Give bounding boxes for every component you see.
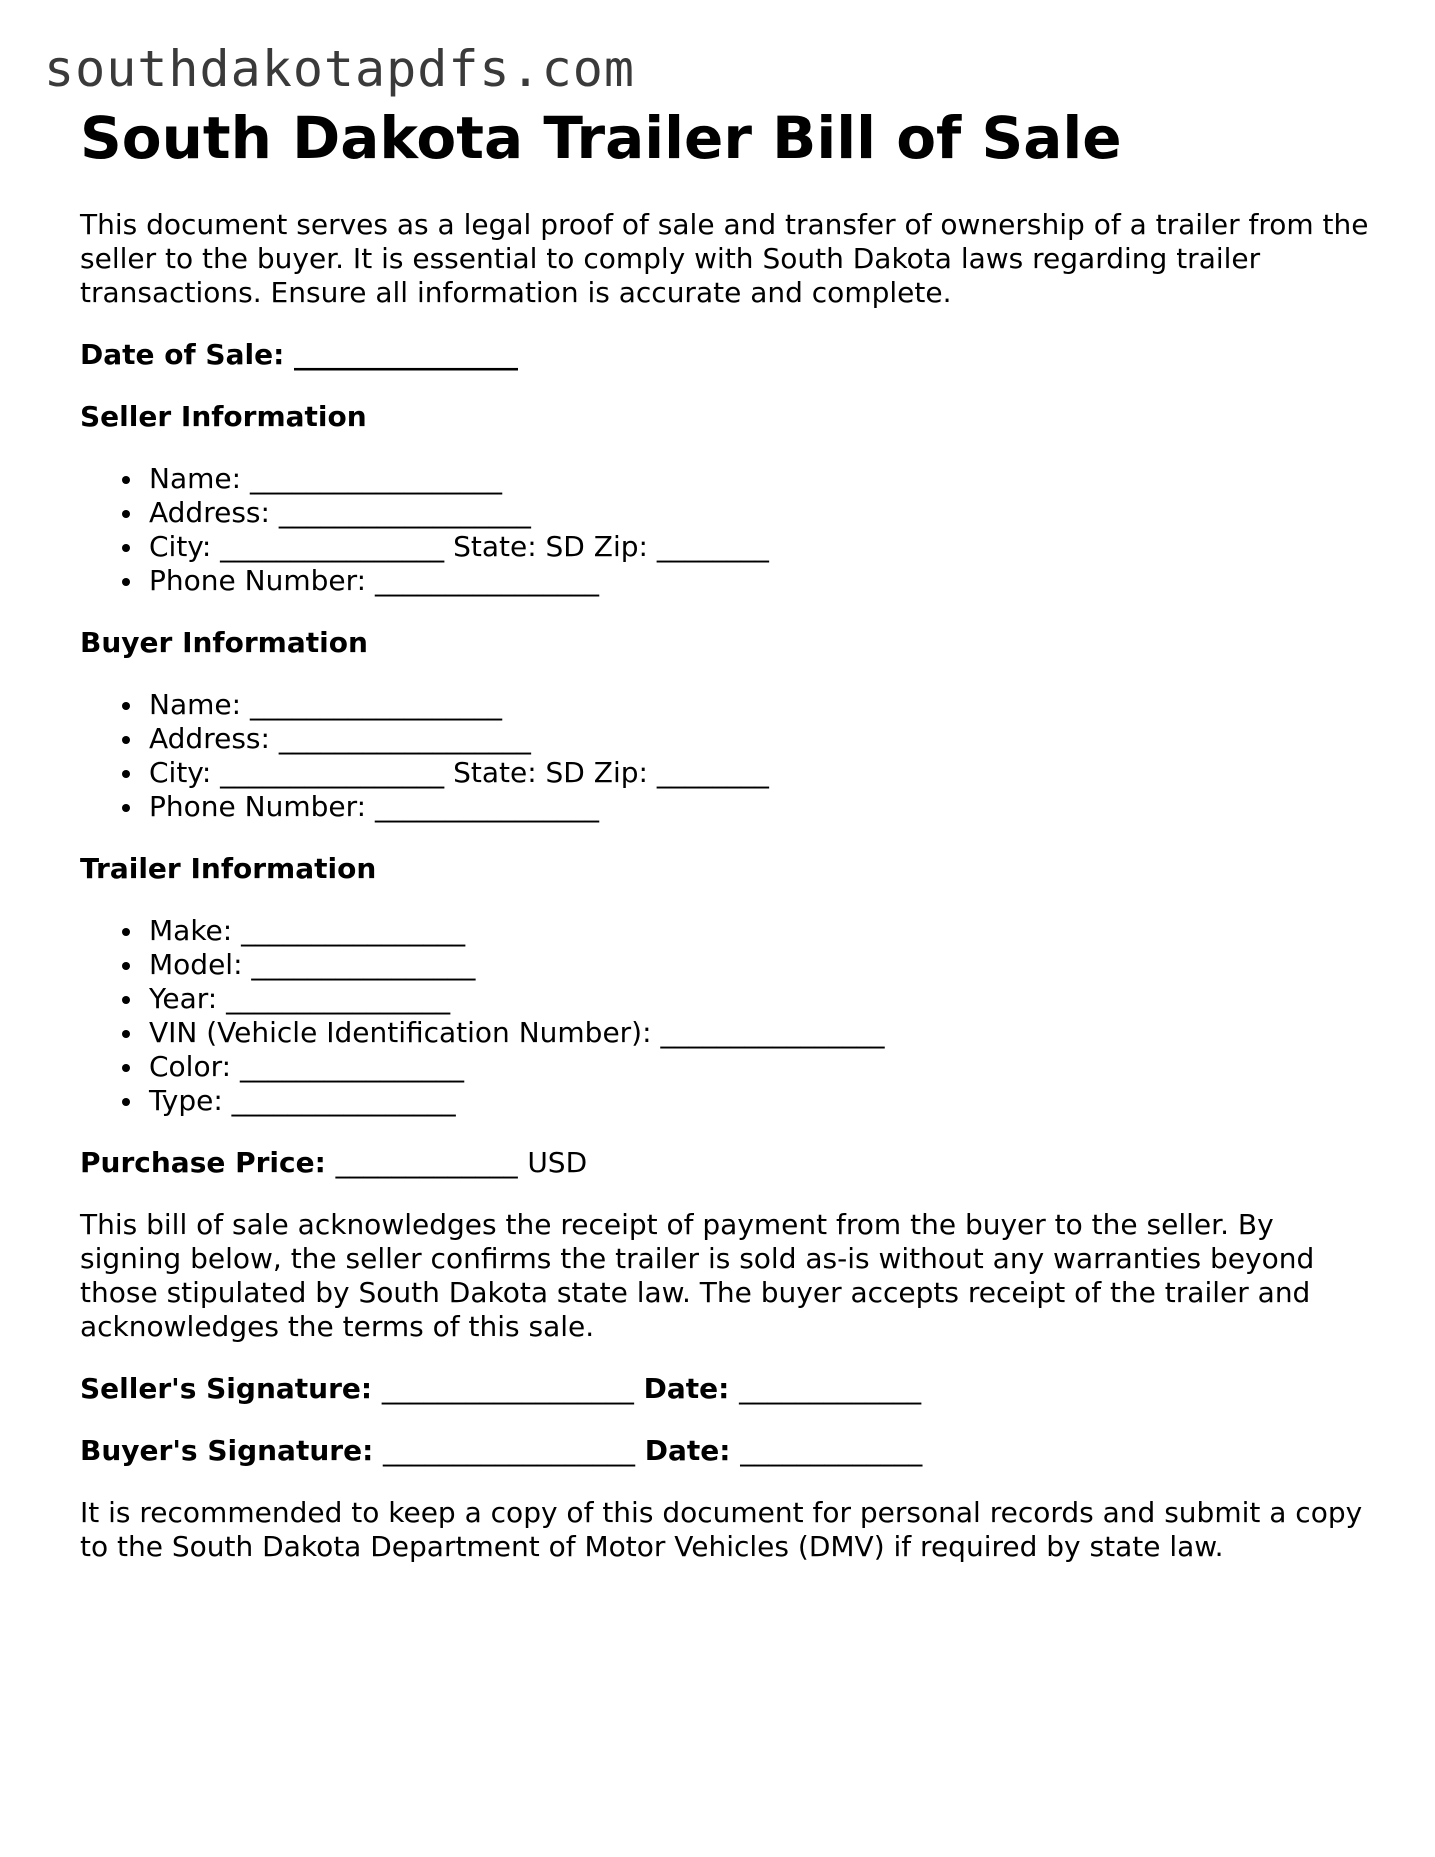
date-of-sale-blank[interactable]: ________________ <box>294 337 519 371</box>
trailer-make-field[interactable]: Make: ________________ <box>149 914 1370 948</box>
seller-phone-field[interactable]: Phone Number: ________________ <box>149 564 1370 598</box>
purchase-price-line <box>80 1146 1370 1180</box>
trailer-vin-field[interactable]: VIN (Vehicle Identification Number): ________________ <box>149 1016 1370 1050</box>
date-of-sale-line <box>80 338 1370 372</box>
seller-signature-date-label: Date: <box>643 1371 730 1405</box>
buyer-signature-label: Buyer's Signature: <box>80 1433 374 1467</box>
purchase-price-unit: USD <box>527 1145 588 1179</box>
trailer-info-list <box>80 914 1370 1118</box>
watermark: southdakotapdfs.com <box>44 40 635 98</box>
buyer-city-state-zip-field[interactable]: City: ________________ State: SD Zip: ________ <box>149 756 1370 790</box>
trailer-model-field[interactable]: Model: ________________ <box>149 948 1370 982</box>
seller-signature-line <box>80 1372 1370 1406</box>
buyer-signature-date-blank[interactable]: _____________ <box>740 1433 923 1467</box>
page-title: South Dakota Trailer Bill of Sale <box>80 104 1122 172</box>
seller-signature-blank[interactable]: __________________ <box>381 1371 634 1405</box>
buyer-phone-field[interactable]: Phone Number: ________________ <box>149 790 1370 824</box>
seller-address-field[interactable]: Address: __________________ <box>149 496 1370 530</box>
seller-signature-date-blank[interactable]: _____________ <box>739 1371 922 1405</box>
buyer-address-field[interactable]: Address: __________________ <box>149 722 1370 756</box>
date-of-sale-label: Date of Sale: <box>80 337 285 371</box>
buyer-signature-blank[interactable]: __________________ <box>383 1433 636 1467</box>
document-page <box>80 104 1370 1564</box>
buyer-name-field[interactable]: Name: __________________ <box>149 688 1370 722</box>
acknowledgement-paragraph: This bill of sale acknowledges the receipt of payment from the buyer to the seller. By signing below, the seller confirms the trailer is sold as-is without any warranties beyond those stipulated by South Dakota state law. The buyer accepts receipt of the trailer and acknowledges the terms of this sale. <box>80 1207 1315 1343</box>
seller-name-field[interactable]: Name: __________________ <box>149 462 1370 496</box>
seller-signature-label: Seller's Signature: <box>80 1371 373 1405</box>
purchase-price-blank[interactable]: _____________ <box>335 1145 518 1179</box>
intro-paragraph: This document serves as a legal proof of sale and transfer of ownership of a trailer from the seller to the buyer. It is essential to comply with South Dakota laws regarding trailer transactions. Ensure all information is accurate and complete. <box>80 207 1369 309</box>
buyer-signature-date-label: Date: <box>644 1433 731 1467</box>
trailer-year-field[interactable]: Year: ________________ <box>149 982 1370 1016</box>
seller-info-heading: Seller Information <box>80 399 367 433</box>
seller-city-state-zip-field[interactable]: City: ________________ State: SD Zip: ________ <box>149 530 1370 564</box>
closing-paragraph: It is recommended to keep a copy of this document for personal records and submit a copy to the South Dakota Department of Motor Vehicles (DMV) if required by state law. <box>80 1495 1363 1563</box>
purchase-price-label: Purchase Price: <box>80 1145 326 1179</box>
buyer-info-heading: Buyer Information <box>80 625 368 659</box>
trailer-info-heading: Trailer Information <box>80 851 377 885</box>
buyer-signature-line <box>80 1434 1370 1468</box>
trailer-color-field[interactable]: Color: ________________ <box>149 1050 1370 1084</box>
buyer-info-list <box>80 688 1370 824</box>
trailer-type-field[interactable]: Type: ________________ <box>149 1084 1370 1118</box>
seller-info-list <box>80 462 1370 598</box>
